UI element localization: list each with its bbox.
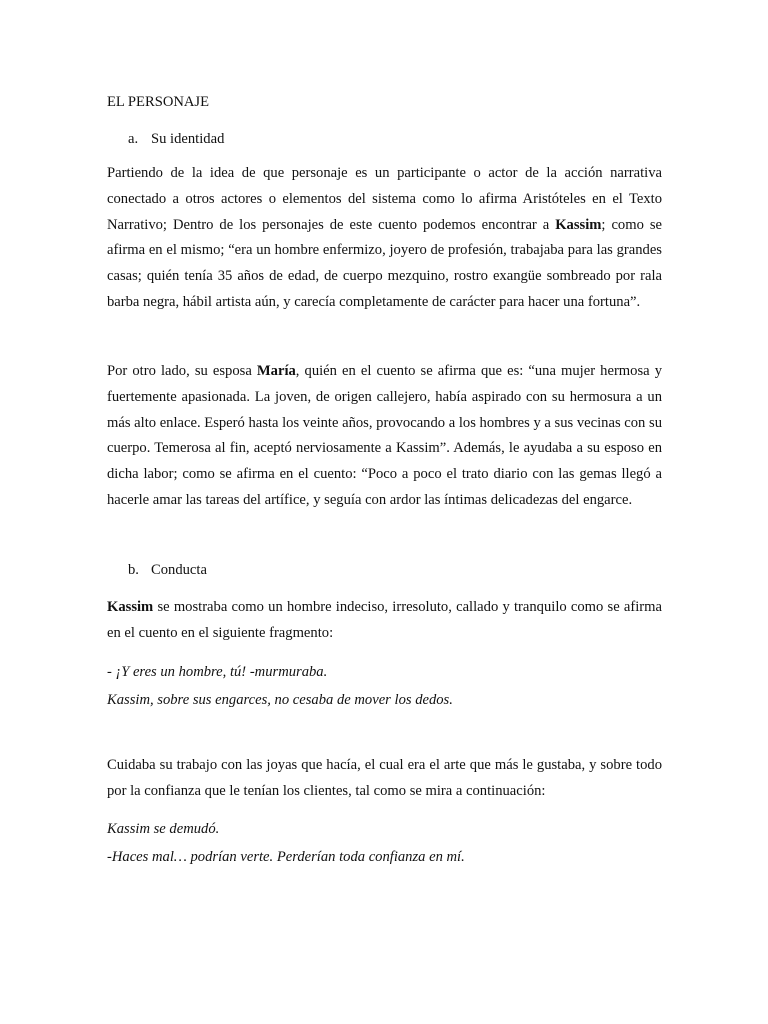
section-b-label: Conducta bbox=[151, 562, 207, 578]
paragraph3-bold-name: Kassim bbox=[107, 599, 154, 615]
page-title: EL PERSONAJE bbox=[107, 94, 210, 110]
quote1-line1: - ¡Y eres un hombre, tú! -murmuraba. bbox=[107, 664, 328, 680]
quote-fragment-1 bbox=[107, 658, 662, 714]
quote2-line2: -Haces mal… podrían verte. Perderían toda confianza en mí. bbox=[107, 849, 465, 865]
paragraph2-text-start: Por otro lado, su esposa bbox=[107, 363, 257, 379]
paragraph3-text: se mostraba como un hombre indeciso, irresoluto, callado y tranquilo como se afirma en el cuento en el siguiente fragmento: bbox=[107, 599, 662, 641]
section-b-marker: b. bbox=[128, 562, 139, 578]
paragraph-kassim-identity bbox=[107, 161, 662, 316]
quote2-line1: Kassim se demudó. bbox=[107, 821, 220, 837]
paragraph-kassim-conduct bbox=[107, 595, 662, 647]
paragraph1-text-start: Partiendo de la idea de que personaje es un participante o actor de la acción narrativa conectado a otros actores o elementos del sistema como lo afirma Aristóteles en el Texto Narrativo; Dentro de los personajes de este cuento podemos encontrar a bbox=[107, 165, 662, 233]
paragraph1-bold-name: Kassim bbox=[555, 216, 602, 233]
quote-fragment-2 bbox=[107, 815, 662, 871]
section-a-label: Su identidad bbox=[151, 131, 225, 147]
paragraph1-text-end: ; como se afirma en el mismo; “era un hombre enfermizo, joyero de profesión, trabajaba para las grandes casas; quién tenía 35 años de edad, de cuerpo mezquino, rostro exangüe sombreado por rala barba negra, hábil artista aún, y carecía completamente de carácter para hacer una fortuna”. bbox=[107, 216, 662, 310]
quote1-line2: Kassim, sobre sus engarces, no cesaba de mover los dedos. bbox=[107, 692, 453, 708]
paragraph2-text-end: , quién en el cuento se afirma que es: “una mujer hermosa y fuertemente apasionada. La joven, de origen callejero, había aspirado con su hermosura a un más alto enlace. Esperó hasta los veinte años, provocando a los hombres y a sus vecinas con su cuerpo. Temerosa al fin, aceptó nerviosamente a Kassim”. Además, le ayudaba a su esposo en dicha labor; como se afirma en el cuento: “Poco a poco el trato diario con las gemas llegó a hacerle amar las tareas del artífice, y seguía con ardor las íntimas delicadezas del engarce. bbox=[107, 363, 662, 508]
paragraph2-bold-name: María bbox=[256, 363, 296, 379]
section-b-heading bbox=[128, 559, 683, 581]
section-a-heading bbox=[128, 128, 683, 150]
paragraph-maria-identity bbox=[107, 359, 662, 514]
section-a-marker: a. bbox=[128, 131, 139, 147]
paragraph-work-care: Cuidaba su trabajo con las joyas que hacía, el cual era el arte que más le gustaba, y sobre todo por la confianza que le tenían los clientes, tal como se mira a continuación: bbox=[107, 757, 662, 799]
